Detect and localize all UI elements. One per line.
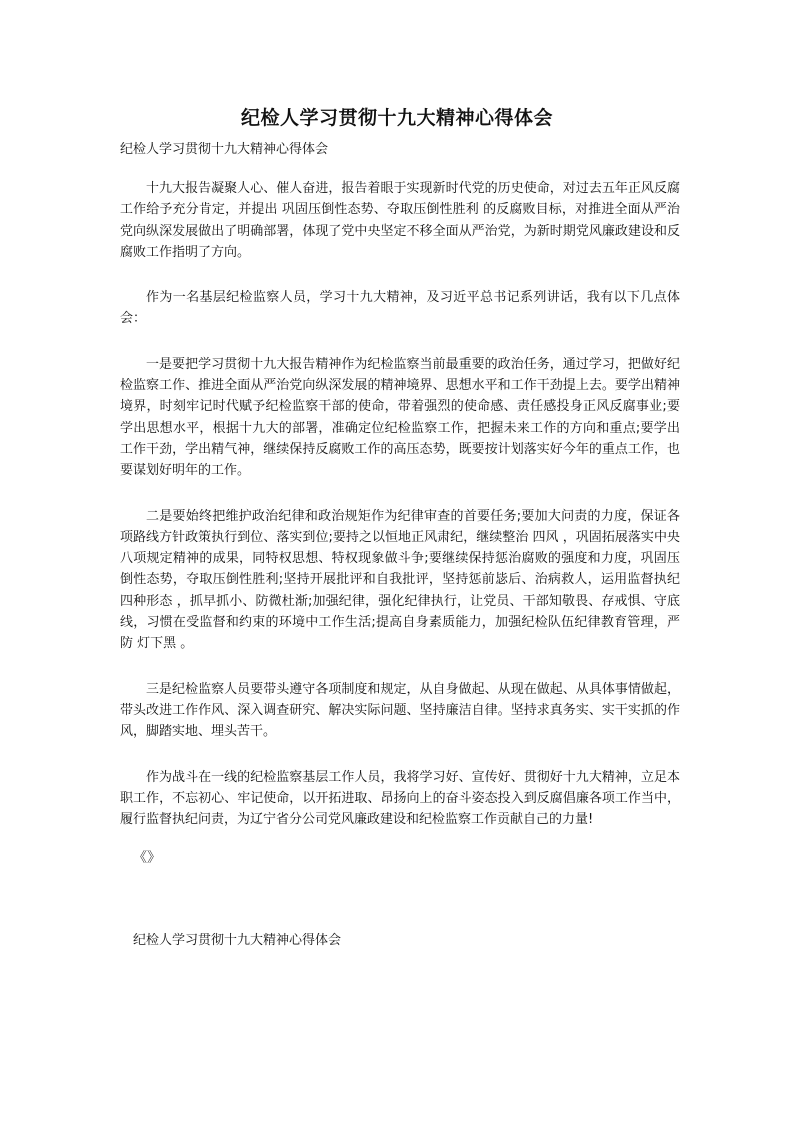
paragraph-conclusion: 作为战斗在一线的纪检监察基层工作人员，我将学习好、宣传好、贯彻好十九大精神，立足本职工作，不忘初心、牢记使命，以开拓进取、昂扬向上的奋斗姿态投入到反腐倡廉各项工作当中，履行监督执纪问责，为辽宁省分公司党风廉政建设和纪检监察工作贡献自己的力量! <box>120 769 680 828</box>
paragraph-intro: 十九大报告凝聚人心、催人奋进，报告着眼于实现新时代党的历史使命，对过去五年正风反腐工作给予充分肯定，并提出 巩固压倒性态势、夺取压倒性胜利 的反腐败目标，对推进全面从严治党向纵深发展做出了明确部署，体现了党中央坚定不移全面从严治党，为新时期党风廉政建设和反腐败工作指明了方向。 <box>120 181 680 260</box>
paragraph-point-two: 二是要始终把维护政治纪律和政治规矩作为纪律审查的首要任务;要加大问责的力度，保证各项路线方针政策执行到位、落实到位;要持之以恒地正风肃纪，继续整治 四风 ，巩固拓展落实中央八项规定精神的成果，同特权思想、特权现象做斗争;要继续保持惩治腐败的强度和力度，巩固压倒性态势，夺取压倒性胜利;坚持开展批评和自我批评，坚持惩前毖后、治病救人，运用监督执纪 四种形态 ，抓早抓小、防微杜渐;加强纪律，强化纪律执行，让党员、干部知敬畏、存戒惧、守底线，习惯在受监督和约束的环境中工作生活;提高自身素质能力，加强纪检队伍纪律教育管理，严防 灯下黑 。 <box>120 508 680 652</box>
document-title: 纪检人学习贯彻十九大精神心得体会 <box>240 107 553 129</box>
book-title-marks: 《》 <box>133 850 161 866</box>
paragraph-experience: 作为一名基层纪检监察人员，学习十九大精神，及习近平总书记系列讲话，我有以下几点体会： <box>120 290 680 327</box>
document-subtitle: 纪检人学习贯彻十九大精神心得体会 <box>120 142 329 157</box>
paragraph-point-one: 一是要把学习贯彻十九大报告精神作为纪检监察当前最重要的政治任务，通过学习，把做好纪检监察工作、推进全面从严治党向纵深发展的精神境界、思想水平和工作干劲提上去。要学出精神境界，时刻牢记时代赋予纪检监察干部的使命，带着强烈的使命感、责任感投身正风反腐事业;要学出思想水平，根据十九大的部署，准确定位纪检监察工作，把握未来工作的方向和重点;要学出工作干劲，学出精气神，继续保持反腐败工作的高压态势，既要按计划落实好今年的重点工作，也要谋划好明年的工作。 <box>120 356 680 479</box>
footer-title: 纪检人学习贯彻十九大精神心得体会 <box>133 933 342 948</box>
document-body <box>120 178 680 854</box>
paragraph-point-three: 三是纪检监察人员要带头遵守各项制度和规定，从自身做起、从现在做起、从具体事情做起，带头改进工作作风、深入调查研究、解决实际问题、坚持廉洁自律。坚持求真务实、实干实抓的作风，脚踏实地、埋头苦干。 <box>120 681 680 740</box>
